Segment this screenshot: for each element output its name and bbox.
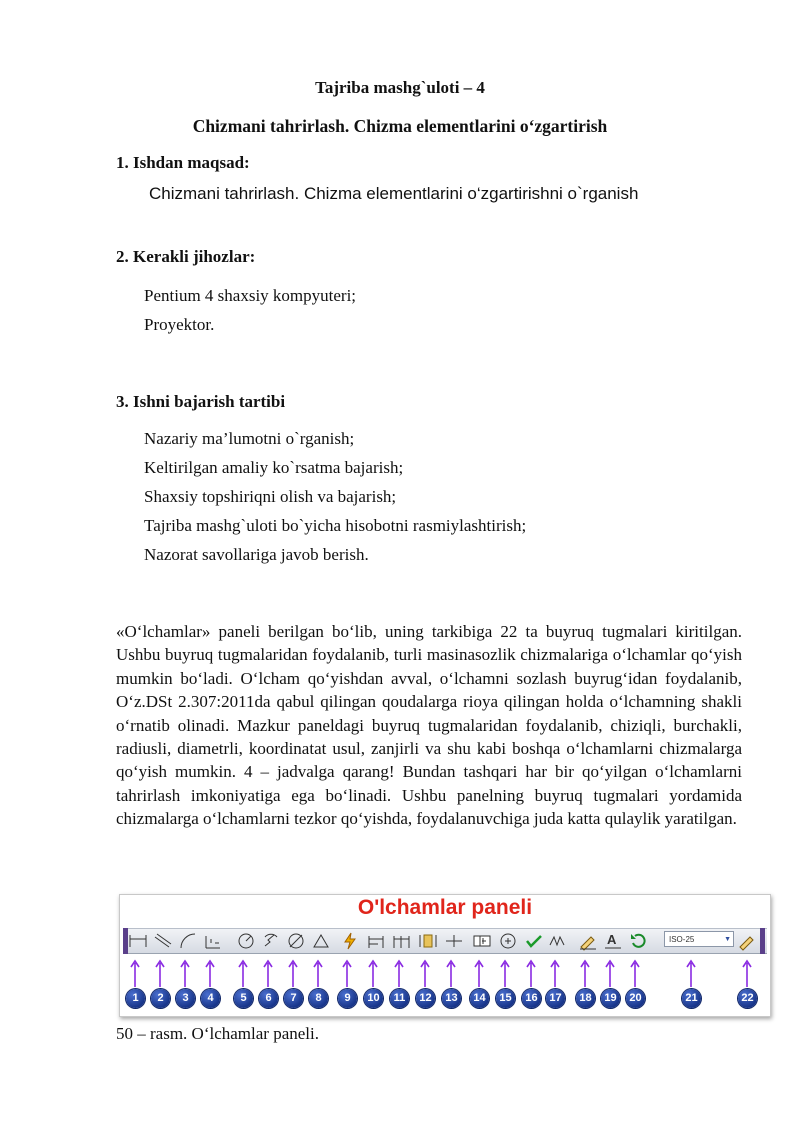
dim-update-icon[interactable] bbox=[628, 931, 648, 951]
callout-badge: 22 bbox=[738, 989, 757, 1008]
pointer-arrow-icon bbox=[238, 959, 248, 987]
pointer-arrow-icon bbox=[394, 959, 404, 987]
arc-length-icon[interactable] bbox=[178, 931, 198, 951]
dim-style-icon[interactable] bbox=[737, 931, 757, 951]
baseline-dim-icon[interactable] bbox=[366, 931, 386, 951]
pointer-arrow-icon bbox=[130, 959, 140, 987]
page-subtitle: Chizmani tahrirlash. Chizma elementlarini o‘zgartirish bbox=[192, 116, 608, 136]
pointer-arrow-icon bbox=[742, 959, 752, 987]
jogged-dim-icon[interactable] bbox=[261, 931, 281, 951]
procedure-item: Nazariy ma’lumotni o`rganish; bbox=[144, 429, 355, 448]
figure-title: O'lchamlar paneli bbox=[357, 896, 533, 919]
chevron-down-icon[interactable]: ▼ bbox=[724, 936, 731, 943]
pointer-arrow-icon bbox=[155, 959, 165, 987]
center-mark-icon[interactable] bbox=[498, 931, 518, 951]
callout-badge: 4 bbox=[201, 989, 220, 1008]
callout-badge: 9 bbox=[338, 989, 357, 1008]
callout-badge: 5 bbox=[234, 989, 253, 1008]
callout-badge: 11 bbox=[390, 989, 409, 1008]
dim-break-icon[interactable] bbox=[444, 931, 464, 951]
continue-dim-icon[interactable] bbox=[392, 931, 412, 951]
pointer-arrow-icon bbox=[526, 959, 536, 987]
aligned-dim-icon[interactable] bbox=[153, 931, 173, 951]
toolbar-grip-right bbox=[760, 928, 765, 954]
pointer-arrow-icon bbox=[263, 959, 273, 987]
section3-heading: 3. Ishni bajarish tartibi bbox=[116, 392, 286, 411]
pointer-arrow-icon bbox=[474, 959, 484, 987]
pointer-arrow-icon bbox=[630, 959, 640, 987]
radius-dim-icon[interactable] bbox=[236, 931, 256, 951]
dim-text-edit-icon[interactable] bbox=[603, 931, 623, 951]
procedure-item: Shaxsiy topshiriqni olish va bajarish; bbox=[144, 487, 397, 506]
figure-caption: 50 – rasm. O‘lchamlar paneli. bbox=[116, 1024, 319, 1043]
callout-badge: 8 bbox=[309, 989, 328, 1008]
body-paragraph: «O‘lchamlar» paneli berilgan bo‘lib, uning tarkibiga 22 ta buyruq tugmalari kiritilgan. Ushbu buyruq tugmalaridan foydalanib, turli masinasozlik chizmalariga o‘lchamlar qo‘yish mumkin bo‘ladi. O‘lcham qo‘yishdan avval, o‘lchamni sozlash buyrug‘idan foydalanib, O‘z.DSt 2.307:2011da qabul qilingan qoudalarga rioya qilingan holda o‘lchamning shakli o‘rnatib olinadi. Mazkur paneldagi buyruq tugmalaridan foydalanib, chiziqli, burchakli, radiusli, diametrli, koordinatat usul, zanjirli va shu kabi boshqa o‘lchamlarni chizmalarga qo‘yish mumkin. 4 – jadvalga qarang! Bundan tashqari har bir qo‘yilgan o‘lchamlarni tahrirlash imkoniyatiga ega bo‘linadi. Ushbu panelning buyruq tugmalari yordamida chizmalarga o‘lchamlarni tezkor qo‘yishda, foydalanuvchiga juda katta qulaylik yaratilgan. bbox=[116, 622, 742, 829]
equipment-item: Pentium 4 shaxsiy kompyuteri; bbox=[144, 286, 357, 305]
callout-badge: 10 bbox=[364, 989, 383, 1008]
callout-badge: 15 bbox=[496, 989, 515, 1008]
callout-badge: 20 bbox=[626, 989, 645, 1008]
callout-badge: 16 bbox=[522, 989, 541, 1008]
svg-text:A: A bbox=[607, 932, 617, 947]
ordinate-dim-icon[interactable] bbox=[203, 931, 223, 951]
tolerance-icon[interactable] bbox=[472, 931, 492, 951]
callout-badge: 18 bbox=[576, 989, 595, 1008]
jogged-linear-icon[interactable] bbox=[548, 931, 568, 951]
callout-badge: 12 bbox=[416, 989, 435, 1008]
callout-badge: 6 bbox=[259, 989, 278, 1008]
section2-heading: 2. Kerakli jihozlar: bbox=[116, 247, 256, 266]
callout-badge: 21 bbox=[682, 989, 701, 1008]
diameter-dim-icon[interactable] bbox=[286, 931, 306, 951]
pointer-arrow-icon bbox=[550, 959, 560, 987]
dim-space-icon[interactable] bbox=[418, 931, 438, 951]
pointer-arrow-icon bbox=[580, 959, 590, 987]
pointer-arrow-icon bbox=[420, 959, 430, 987]
pointer-arrow-icon bbox=[205, 959, 215, 987]
pointer-arrow-icon bbox=[368, 959, 378, 987]
equipment-item: Proyektor. bbox=[144, 315, 215, 334]
callout-badge: 17 bbox=[546, 989, 565, 1008]
pointer-arrow-icon bbox=[180, 959, 190, 987]
procedure-item: Nazorat savollariga javob berish. bbox=[144, 545, 369, 564]
quick-dim-icon[interactable] bbox=[340, 931, 360, 951]
pointer-arrow-icon bbox=[446, 959, 456, 987]
pointer-arrow-icon bbox=[605, 959, 615, 987]
callout-badge: 19 bbox=[601, 989, 620, 1008]
procedure-item: Tajriba mashg`uloti bo`yicha hisobotni rasmiylashtirish; bbox=[144, 516, 527, 535]
pointer-arrow-icon bbox=[288, 959, 298, 987]
linear-dim-icon[interactable] bbox=[128, 931, 148, 951]
callout-badge: 13 bbox=[442, 989, 461, 1008]
callout-badge: 14 bbox=[470, 989, 489, 1008]
inspection-icon[interactable] bbox=[524, 931, 544, 951]
callout-badge: 3 bbox=[176, 989, 195, 1008]
section1-text: Chizmani tahrirlash. Chizma elementlarini o‘zgartirishni o`rganish bbox=[149, 184, 639, 203]
dim-style-value: ISO-25 bbox=[669, 935, 695, 944]
dim-style-combo[interactable] bbox=[664, 931, 734, 947]
dimension-panel-figure bbox=[119, 894, 771, 1017]
pointer-arrow-icon bbox=[500, 959, 510, 987]
section1-heading: 1. Ishdan maqsad: bbox=[116, 153, 250, 172]
callout-badge: 1 bbox=[126, 989, 145, 1008]
angular-dim-icon[interactable] bbox=[311, 931, 331, 951]
dim-edit-icon[interactable] bbox=[578, 931, 598, 951]
pointer-arrow-icon bbox=[313, 959, 323, 987]
pointer-arrow-icon bbox=[686, 959, 696, 987]
callout-badge: 7 bbox=[284, 989, 303, 1008]
page-title: Tajriba mashg`uloti – 4 bbox=[315, 78, 485, 97]
procedure-item: Keltirilgan amaliy ko`rsatma bajarish; bbox=[144, 458, 404, 477]
pointer-arrow-icon bbox=[342, 959, 352, 987]
callout-badge: 2 bbox=[151, 989, 170, 1008]
